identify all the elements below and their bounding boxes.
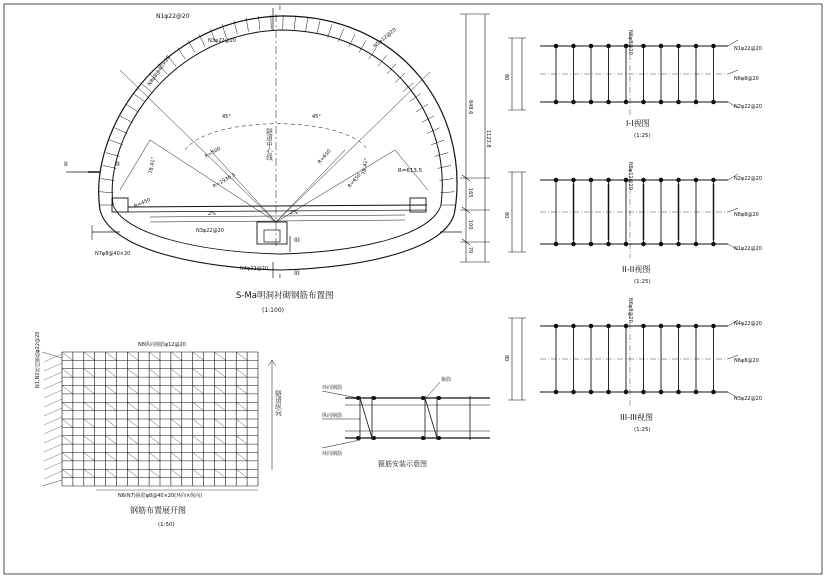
stirrup-dots: [356, 396, 441, 440]
grid-tunnel-axis: 隧道纵向: [274, 390, 282, 416]
label-slope-left: 2%: [208, 211, 216, 217]
section2-scale: (1:25): [634, 279, 651, 285]
dim-mid: 165: [467, 188, 473, 198]
section3-title: III-III视图: [620, 413, 654, 422]
label-n1: N1φ22@20: [156, 13, 190, 20]
stirrup-long: 纵向钢筋: [322, 413, 343, 419]
dim-upper: 848.6: [467, 100, 473, 115]
label-n4: N4φ22@20: [240, 266, 268, 272]
s2-label-n1: N1φ22@20: [734, 246, 762, 252]
label-angle-a: 45°: [222, 114, 231, 120]
layout-title: 钢筋布置展开图: [130, 506, 186, 515]
label-n8: N8φ8@40×20: [146, 54, 172, 88]
label-r-e: R=450: [133, 197, 152, 210]
sheet-border: [4, 4, 822, 574]
mark-I-b: I: [279, 272, 281, 280]
s3-label-top: N6φ8@20: [627, 298, 633, 323]
stirrup-title: 箍筋安装示意图: [378, 460, 427, 468]
mark-II-b: II: [116, 160, 120, 168]
tunnel-center-label: 隧道中心线: [265, 128, 273, 161]
label-angle-b: 45°: [312, 114, 321, 120]
main-scale: (1:100): [262, 307, 284, 314]
s1-label-n1: N1φ22@20: [734, 46, 762, 52]
main-title: S-Ma明洞衬砌钢筋布置图: [236, 291, 334, 301]
layout-scale: (1:50): [158, 522, 175, 528]
label-angle-c: 78.41°: [148, 156, 157, 175]
stirrup-ring-a: 环向钢筋: [322, 385, 343, 391]
s1-label-top: N6φ8@20: [627, 30, 633, 55]
label-n7: N7φ8@40×20: [95, 251, 131, 257]
label-n5: N5φ12@20: [372, 26, 398, 50]
rebar-layout-grid: [42, 352, 276, 490]
mark-II-a: II: [64, 160, 68, 168]
label-r-b: R=1936.5: [212, 171, 237, 190]
s1-label-n6: N6φ8@20: [734, 76, 759, 82]
s3-label-n4: N4φ22@20: [734, 321, 762, 327]
s2-label-top: N5φ12@20: [627, 162, 633, 190]
mark-III-b: III: [294, 269, 300, 277]
label-slope-right: 2%: [290, 210, 298, 216]
stirrup-ring-b: 环向钢筋: [322, 451, 343, 457]
mark-III-a: III: [294, 236, 300, 244]
section1-scale: (1:25): [634, 133, 651, 139]
s3-label-n6: N6φ8@20: [734, 358, 759, 364]
dim-total: 1123.8: [485, 130, 491, 148]
section3-scale: (1:25): [634, 427, 651, 433]
stirrup-label: 箍筋: [441, 377, 452, 383]
s3-label-n3: N3φ22@20: [734, 396, 762, 402]
label-n3-bottom: N3φ22@20: [196, 228, 224, 234]
grid-label-ring: N1,N2环向钢筋φ22@20: [35, 331, 41, 388]
grid-label-n8: N8纵向钢筋φ12@20: [138, 342, 186, 348]
label-angle-d: 78.41°: [361, 157, 370, 176]
s1-dim: 80: [503, 74, 509, 81]
label-r-inner: R=613.5: [398, 168, 423, 174]
stirrup-detail: [322, 382, 490, 448]
s3-dim: 80: [503, 355, 509, 362]
mark-I-a: I: [279, 4, 281, 12]
dim-base: 70: [467, 247, 473, 254]
label-r-d: R=650: [346, 172, 363, 190]
section1-title: I-I视图: [626, 119, 650, 128]
section2-title: II-II视图: [622, 265, 651, 274]
tunnel-section: [66, 8, 462, 278]
s2-dim: 80: [503, 212, 509, 219]
dim-lower: 100: [467, 220, 473, 230]
grid-label-n6n7: N6(N7)箍筋φ8@40×20(环向×纵向): [118, 493, 203, 499]
s2-label-n2: N2φ22@20: [734, 176, 762, 182]
section-views: [508, 32, 738, 406]
s2-label-n6: N6φ8@20: [734, 212, 759, 218]
label-r-a: R=500: [204, 145, 222, 160]
label-r-c: R=650: [316, 148, 333, 166]
label-n3-top: N3φ22@20: [208, 38, 236, 44]
s1-label-n2: N2φ22@20: [734, 104, 762, 110]
